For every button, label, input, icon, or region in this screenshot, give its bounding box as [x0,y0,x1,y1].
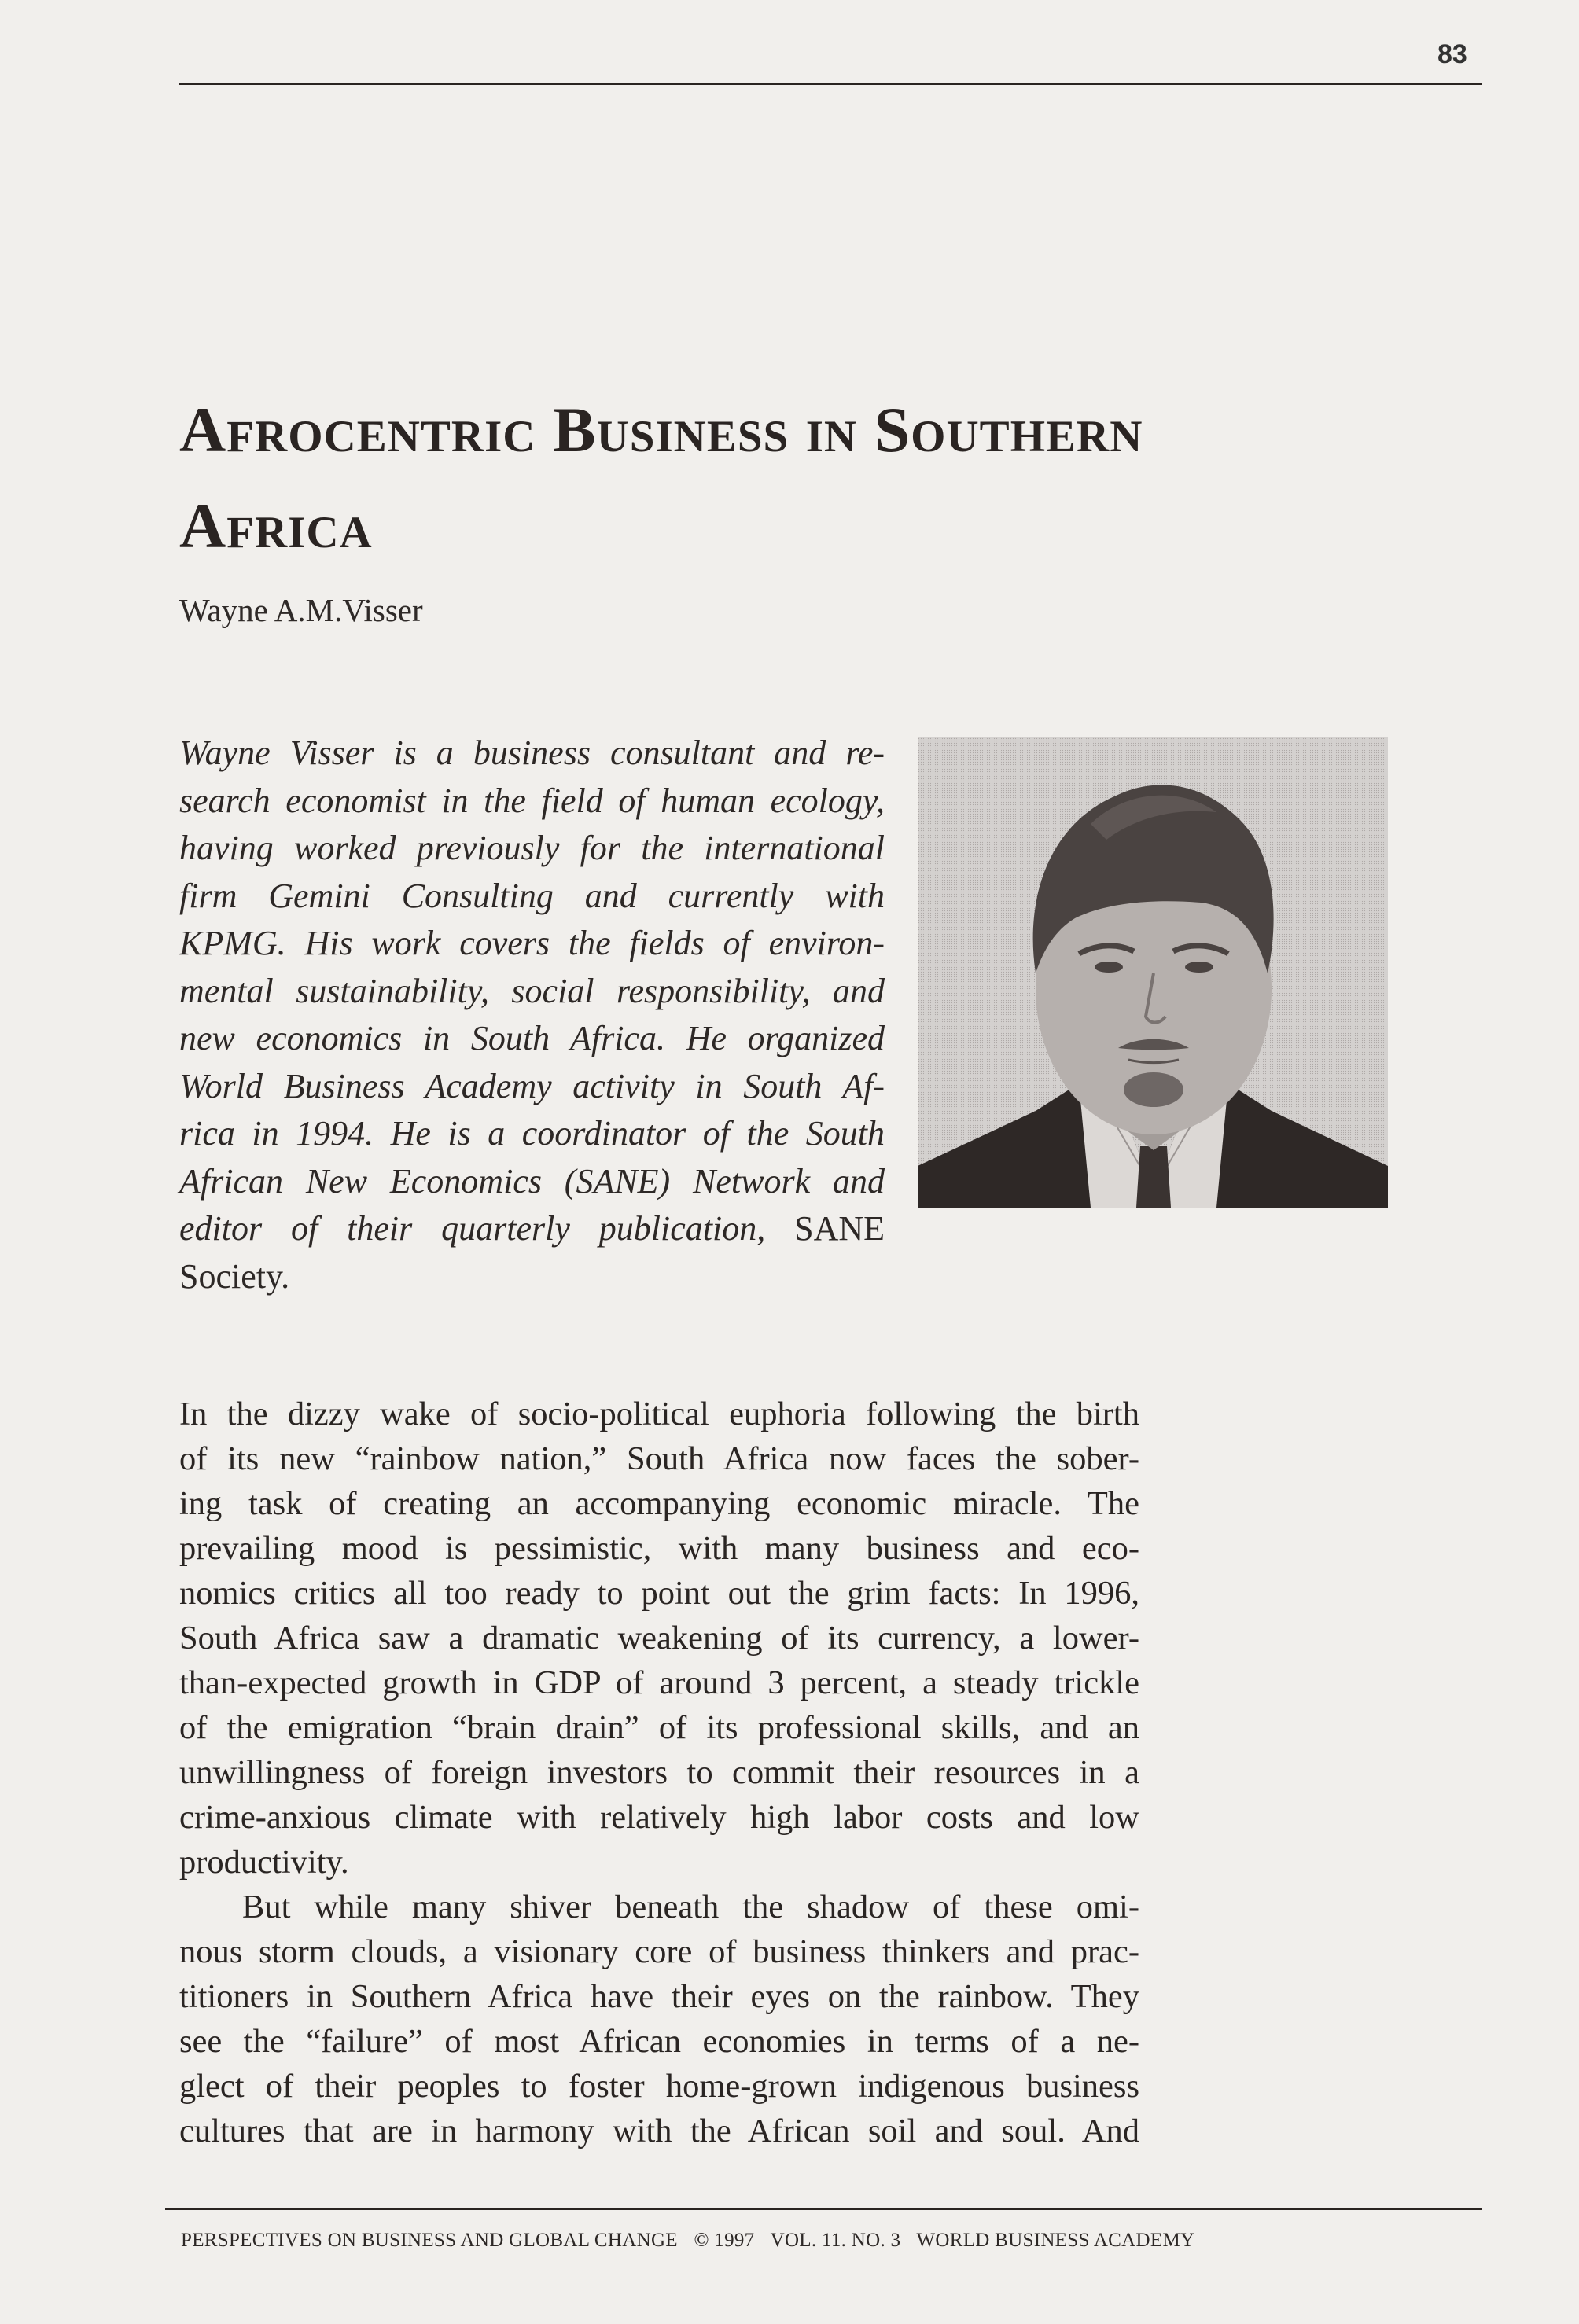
bio-line: World Business Academy activity in South Af- [179,1066,885,1105]
body-line: crime-anxious climate with relatively high labor costs and low [179,1799,1139,1836]
body-line: of its new “rainbow nation,” South Africa now faces the sober- [179,1440,1139,1477]
bio-line: Wayne Visser is a business consultant and re- [179,734,885,772]
page-number: 83 [1437,39,1467,69]
body-line: nomics critics all too ready to point out the grim facts: In 1996, [179,1575,1139,1612]
body-line: cultures that are in harmony with the African soil and soul. And [179,2113,1139,2149]
body-line: unwillingness of foreign investors to commit their resources in a [179,1754,1139,1791]
paragraph [179,1392,1139,1885]
bio-line: having worked previously for the international [179,829,885,867]
author-bio [179,730,885,1300]
article-title [179,382,1143,574]
bio-line: search economist in the field of human ecology, [179,781,885,820]
footer-copyright: © 1997 [694,2230,755,2251]
bio-line: firm Gemini Consulting and currently with [179,876,885,915]
bio-line: new economics in South Africa. He organized [179,1019,885,1057]
body-line: South Africa saw a dramatic weakening of its currency, a lower- [179,1620,1139,1657]
body-line: glect of their peoples to foster home-grown indigenous business [179,2068,1139,2105]
header-rule [179,83,1482,85]
body-line: In the dizzy wake of socio-political euphoria following the birth [179,1396,1139,1432]
portrait-image [918,737,1388,1208]
footer-publisher: WORLD BUSINESS ACADEMY [916,2230,1195,2251]
body-line: nous storm clouds, a visionary core of business thinkers and prac- [179,1933,1139,1970]
author-photo [918,737,1388,1208]
bio-line [179,1205,885,1253]
article-body [179,1392,1139,2153]
bio-line: African New Economics (SANE) Network and [179,1161,885,1201]
bio-line: mental sustainability, social responsibility, and [179,971,885,1010]
body-line: productivity. [179,1844,349,1881]
body-line: But while many shiver beneath the shadow of these omi- [242,1888,1139,1925]
footer-volume: VOL. 11. NO. 3 [770,2230,901,2251]
publication-name: SANE [794,1209,885,1248]
footer-journal: PERSPECTIVES ON BUSINESS AND GLOBAL CHANGE [181,2230,678,2251]
author-name: Wayne A.M.Visser [179,592,423,628]
bio-line: KPMG. His work covers the fields of environ- [179,924,885,962]
body-line: titioners in Southern Africa have their eyes on the rainbow. They [179,1978,1139,2015]
body-line: prevailing mood is pessimistic, with many business and eco- [179,1530,1139,1567]
body-line: than-expected growth in GDP of around 3 percent, a steady trickle [179,1664,1139,1701]
page-footer [181,2230,1205,2252]
bio-line: Society. [179,1256,290,1296]
bio-line: rica in 1994. He is a coordinator of the South [179,1114,885,1153]
footer-rule [165,2208,1482,2210]
body-line: of the emigration “brain drain” of its professional skills, and an [179,1709,1139,1746]
title-line-1: Afrocentric Business in Southern [179,394,1143,465]
title-line-2: Africa [179,490,373,561]
bio-line-text: editor of their quarterly publication, [179,1209,795,1248]
body-line: ing task of creating an accompanying economic miracle. The [179,1485,1139,1522]
body-line: see the “failure” of most African economies in terms of a ne- [179,2023,1139,2060]
paragraph [179,1885,1139,2153]
